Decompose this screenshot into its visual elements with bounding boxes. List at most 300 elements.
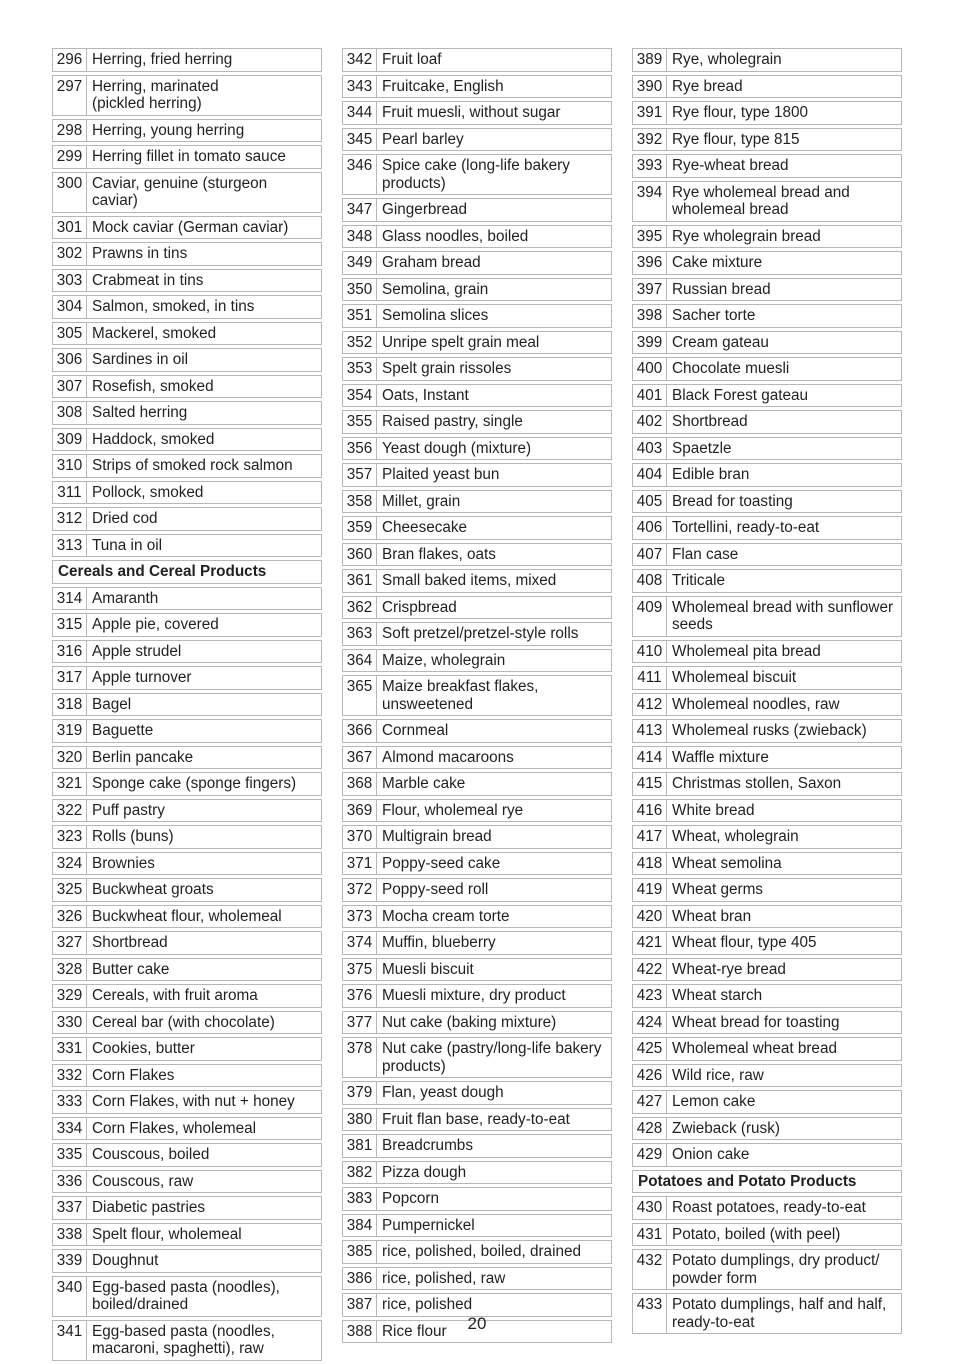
table-row [52,1117,322,1141]
food-code: 312 [52,507,87,531]
food-name: rice, polished [377,1293,612,1317]
food-code: 302 [52,242,87,266]
food-code: 311 [52,481,87,505]
food-name: Sardines in oil [87,348,322,372]
food-name: Plaited yeast bun [377,463,612,487]
table-row [52,825,322,849]
food-code: 332 [52,1064,87,1088]
food-name: Rye wholemeal bread and wholemeal bread [667,181,902,222]
food-name: Egg-based pasta (noodles, macaroni, spaghetti), raw [87,1320,322,1361]
food-code: 390 [632,75,667,99]
food-name: Corn Flakes, wholemeal [87,1117,322,1141]
food-name: Nut cake (baking mixture) [377,1011,612,1035]
food-name: Cream gateau [667,331,902,355]
food-name: Flan case [667,543,902,567]
food-code: 423 [632,984,667,1008]
table-row [342,490,612,514]
table-row [342,675,612,716]
table-row [52,242,322,266]
food-name: Poppy-seed cake [377,852,612,876]
page-number: 20 [467,1314,487,1333]
table-row [632,516,902,540]
table-row [632,1090,902,1114]
food-code: 323 [52,825,87,849]
food-code: 371 [342,852,377,876]
table-row [632,278,902,302]
food-code: 350 [342,278,377,302]
food-code: 317 [52,666,87,690]
food-name: Christmas stollen, Saxon [667,772,902,796]
table-row [632,225,902,249]
table-row [52,799,322,823]
food-code: 385 [342,1240,377,1264]
food-name: Semolina slices [377,304,612,328]
food-code: 355 [342,410,377,434]
table-row [632,1011,902,1035]
table-row [632,1249,902,1290]
food-code: 303 [52,269,87,293]
food-code: 416 [632,799,667,823]
table-row [632,1223,902,1247]
food-name: Semolina, grain [377,278,612,302]
food-name: Rolls (buns) [87,825,322,849]
food-name: Cake mixture [667,251,902,275]
food-code: 399 [632,331,667,355]
table-row [52,119,322,143]
table-row [342,225,612,249]
table-row [342,878,612,902]
section-heading-row [632,1170,902,1194]
table-row [632,128,902,152]
table-row [342,772,612,796]
table-row [52,1249,322,1273]
table-row [52,1064,322,1088]
food-code: 348 [342,225,377,249]
food-code: 373 [342,905,377,929]
table-row [52,958,322,982]
food-name: Marble cake [377,772,612,796]
table-row [52,1223,322,1247]
food-code: 372 [342,878,377,902]
food-code: 366 [342,719,377,743]
food-code: 363 [342,622,377,646]
food-code: 377 [342,1011,377,1035]
food-name: Herring fillet in tomato sauce [87,145,322,169]
food-name: Mackerel, smoked [87,322,322,346]
table-row [52,454,322,478]
table-row [52,772,322,796]
food-code: 305 [52,322,87,346]
food-name: Wheat flour, type 405 [667,931,902,955]
food-name: Rye flour, type 1800 [667,101,902,125]
table-row [52,1037,322,1061]
food-name: Crispbread [377,596,612,620]
food-code: 425 [632,1037,667,1061]
food-name: Corn Flakes, with nut + honey [87,1090,322,1114]
food-name: White bread [667,799,902,823]
food-name: Amaranth [87,587,322,611]
food-code: 298 [52,119,87,143]
table-row [632,437,902,461]
food-code: 375 [342,958,377,982]
table-row [52,984,322,1008]
food-code: 379 [342,1081,377,1105]
food-table-column-2 [342,45,612,1346]
table-row [342,198,612,222]
table-row [632,543,902,567]
food-code: 417 [632,825,667,849]
food-code: 422 [632,958,667,982]
food-code: 320 [52,746,87,770]
table-row [52,746,322,770]
food-code: 427 [632,1090,667,1114]
food-code: 406 [632,516,667,540]
table-row [342,799,612,823]
food-code: 344 [342,101,377,125]
food-name: Rye bread [667,75,902,99]
table-row [632,772,902,796]
table-row [52,534,322,558]
food-name: Maize, wholegrain [377,649,612,673]
table-row [52,640,322,664]
table-row [632,693,902,717]
food-name: Bread for toasting [667,490,902,514]
table-row [52,269,322,293]
food-code: 361 [342,569,377,593]
food-name: Rosefish, smoked [87,375,322,399]
table-row [342,1134,612,1158]
table-row [632,410,902,434]
table-row [342,75,612,99]
table-row [342,596,612,620]
table-row [632,799,902,823]
table-row [342,331,612,355]
table-row [632,931,902,955]
food-name: Shortbread [87,931,322,955]
food-code: 351 [342,304,377,328]
table-row [342,251,612,275]
table-row [52,693,322,717]
food-name: Almond macaroons [377,746,612,770]
food-code: 411 [632,666,667,690]
table-row [342,48,612,72]
food-name: Soft pretzel/pretzel-style rolls [377,622,612,646]
section-heading-row [52,560,322,584]
table-row [632,984,902,1008]
food-code: 324 [52,852,87,876]
food-name: Buckwheat flour, wholemeal [87,905,322,929]
table-row [342,128,612,152]
table-row [52,75,322,116]
food-code: 409 [632,596,667,637]
food-code: 384 [342,1214,377,1238]
table-row [52,1011,322,1035]
food-code: 297 [52,75,87,116]
food-code: 331 [52,1037,87,1061]
food-name: Maize breakfast flakes, unsweetened [377,675,612,716]
food-table-column-1 [52,45,322,1364]
food-code: 397 [632,278,667,302]
table-row [342,437,612,461]
table-row [632,1196,902,1220]
table-row [342,719,612,743]
table-row [632,825,902,849]
table-row [52,852,322,876]
food-code: 339 [52,1249,87,1273]
table-row [52,905,322,929]
food-name: Salmon, smoked, in tins [87,295,322,319]
food-code: 415 [632,772,667,796]
food-name: Wheat bread for toasting [667,1011,902,1035]
food-name: Lemon cake [667,1090,902,1114]
food-code: 316 [52,640,87,664]
food-table-column-3 [632,45,902,1337]
table-row [52,931,322,955]
food-code: 315 [52,613,87,637]
table-row [632,384,902,408]
food-code: 381 [342,1134,377,1158]
food-name: Crabmeat in tins [87,269,322,293]
food-name: Pizza dough [377,1161,612,1185]
food-name: Cookies, butter [87,1037,322,1061]
food-name: Mocha cream torte [377,905,612,929]
food-name: Haddock, smoked [87,428,322,452]
table-row [52,719,322,743]
table-row [342,384,612,408]
food-code: 325 [52,878,87,902]
food-code: 403 [632,437,667,461]
food-code: 413 [632,719,667,743]
food-name: Tortellini, ready-to-eat [667,516,902,540]
table-row [52,48,322,72]
food-code: 335 [52,1143,87,1167]
food-code: 392 [632,128,667,152]
food-code: 354 [342,384,377,408]
table-row [52,216,322,240]
food-name: Oats, Instant [377,384,612,408]
food-code: 310 [52,454,87,478]
table-row [632,666,902,690]
food-name: Rye, wholegrain [667,48,902,72]
food-name: Apple turnover [87,666,322,690]
table-row [52,1090,322,1114]
table-row [52,145,322,169]
food-name: Potato dumplings, half and half, ready-to-eat [667,1293,902,1334]
food-name: Mock caviar (German caviar) [87,216,322,240]
food-code: 329 [52,984,87,1008]
table-row [632,154,902,178]
food-code: 321 [52,772,87,796]
food-code: 368 [342,772,377,796]
food-name: Wheat starch [667,984,902,1008]
food-name: Wheat, wholegrain [667,825,902,849]
food-name: Unripe spelt grain meal [377,331,612,355]
food-name: Graham bread [377,251,612,275]
food-name: Butter cake [87,958,322,982]
food-name: Sponge cake (sponge fingers) [87,772,322,796]
food-name: Berlin pancake [87,746,322,770]
food-code: 412 [632,693,667,717]
food-name: Spelt flour, wholemeal [87,1223,322,1247]
food-code: 330 [52,1011,87,1035]
food-code: 393 [632,154,667,178]
food-code: 343 [342,75,377,99]
table-row [342,543,612,567]
food-code: 304 [52,295,87,319]
table-row [52,428,322,452]
food-name: Tuna in oil [87,534,322,558]
table-row [342,410,612,434]
food-code: 334 [52,1117,87,1141]
table-row [52,1196,322,1220]
food-code: 398 [632,304,667,328]
food-code: 345 [342,128,377,152]
food-code: 362 [342,596,377,620]
table-row [632,463,902,487]
food-code: 313 [52,534,87,558]
table-row [632,1037,902,1061]
food-name: Flan, yeast dough [377,1081,612,1105]
food-code: 370 [342,825,377,849]
table-row [632,878,902,902]
food-code: 407 [632,543,667,567]
table-row [52,666,322,690]
food-code: 357 [342,463,377,487]
food-code: 365 [342,675,377,716]
food-code: 424 [632,1011,667,1035]
food-name: Cereal bar (with chocolate) [87,1011,322,1035]
food-code: 405 [632,490,667,514]
table-row [342,905,612,929]
food-name: rice, polished, raw [377,1267,612,1291]
food-code: 430 [632,1196,667,1220]
food-name: Wheat germs [667,878,902,902]
food-code: 382 [342,1161,377,1185]
food-name: Wholemeal wheat bread [667,1037,902,1061]
food-code: 296 [52,48,87,72]
food-code: 389 [632,48,667,72]
food-code: 342 [342,48,377,72]
food-name: Wholemeal rusks (zwieback) [667,719,902,743]
food-name: Wholemeal noodles, raw [667,693,902,717]
table-row [342,1240,612,1264]
food-name: Triticale [667,569,902,593]
table-row [342,154,612,195]
table-row [632,304,902,328]
food-name: Yeast dough (mixture) [377,437,612,461]
food-code: 367 [342,746,377,770]
food-name: Apple strudel [87,640,322,664]
table-row [52,613,322,637]
table-row [342,1214,612,1238]
table-row [342,463,612,487]
food-name: Edible bran [667,463,902,487]
table-row [632,331,902,355]
table-row [342,825,612,849]
table-row [342,931,612,955]
table-row [52,1170,322,1194]
table-row [52,1143,322,1167]
table-row [632,1064,902,1088]
food-code: 322 [52,799,87,823]
food-name: Wheat-rye bread [667,958,902,982]
table-row [632,719,902,743]
table-row [52,172,322,213]
table-row [632,75,902,99]
food-name: Chocolate muesli [667,357,902,381]
food-name: Apple pie, covered [87,613,322,637]
food-code: 314 [52,587,87,611]
food-name: Strips of smoked rock salmon [87,454,322,478]
food-name: Popcorn [377,1187,612,1211]
table-row [342,852,612,876]
food-code: 414 [632,746,667,770]
table-row [632,640,902,664]
food-name: Doughnut [87,1249,322,1273]
food-name: Spice cake (long-life bakery products) [377,154,612,195]
food-code: 299 [52,145,87,169]
table-row [342,746,612,770]
food-code: 352 [342,331,377,355]
table-row [632,1117,902,1141]
table-row [342,357,612,381]
food-code: 402 [632,410,667,434]
food-name: Buckwheat groats [87,878,322,902]
food-code: 360 [342,543,377,567]
food-name: Fruit muesli, without sugar [377,101,612,125]
table-row [342,958,612,982]
food-code: 432 [632,1249,667,1290]
food-name: Sacher torte [667,304,902,328]
food-name: Nut cake (pastry/long-life bakery products) [377,1037,612,1078]
table-row [52,295,322,319]
table-row [342,622,612,646]
food-name: Pumpernickel [377,1214,612,1238]
food-code: 429 [632,1143,667,1167]
table-row [342,516,612,540]
food-name: Fruitcake, English [377,75,612,99]
table-row [342,1293,612,1317]
table-row [632,746,902,770]
food-name: Poppy-seed roll [377,878,612,902]
table-row [632,1143,902,1167]
food-name: Rice flour [377,1320,612,1344]
food-name: Wild rice, raw [667,1064,902,1088]
food-code: 374 [342,931,377,955]
food-name: Wholemeal biscuit [667,666,902,690]
food-name: Small baked items, mixed [377,569,612,593]
table-row [52,348,322,372]
food-code: 410 [632,640,667,664]
food-name: Roast potatoes, ready-to-eat [667,1196,902,1220]
table-row [342,1108,612,1132]
table-row [632,569,902,593]
table-row [52,878,322,902]
food-code: 326 [52,905,87,929]
food-name: Spaetzle [667,437,902,461]
table-row [632,852,902,876]
food-name: Muesli mixture, dry product [377,984,612,1008]
table-row [632,357,902,381]
food-code: 308 [52,401,87,425]
food-name: Muesli biscuit [377,958,612,982]
food-code: 369 [342,799,377,823]
food-code: 347 [342,198,377,222]
food-name: Wheat semolina [667,852,902,876]
food-code: 306 [52,348,87,372]
food-name: Cornmeal [377,719,612,743]
food-name: Russian bread [667,278,902,302]
